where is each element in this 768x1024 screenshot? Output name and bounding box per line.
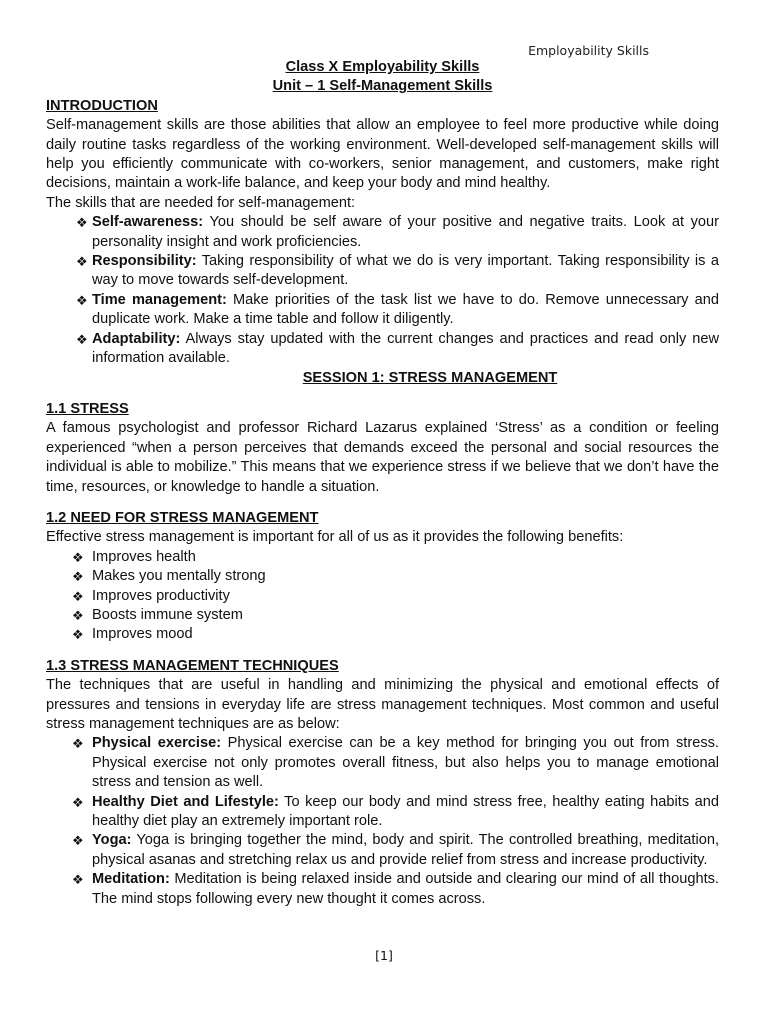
techniques-list: [46, 734, 719, 909]
diamond-bullet-icon: ❖: [76, 215, 88, 231]
intro-paragraph: Self-management skills are those abilities that allow an employee to feel more productive while doing daily routine tasks regardless of the working environment. Well-developed self-management skills will help you efficiently communicate with co-workers, senior management, and customers, make right decisions, maintain a work-life balance, and keep your body and mind healthy.: [46, 117, 719, 192]
document-title: Class X Employability Skills: [285, 59, 480, 75]
section-heading-techniques: 1.3 STRESS MANAGEMENT TECHNIQUES: [46, 657, 339, 674]
intro-heading: INTRODUCTION: [46, 97, 158, 114]
document-body: [46, 58, 719, 909]
skills-list: [46, 213, 719, 368]
list-item: ❖ Adaptability: Always stay updated with the current changes and practices and read only new information available.: [76, 330, 719, 367]
list-item: ❖ Time management: Make priorities of the task list we have to do. Remove unnecessary and duplicate work. Make a time table and follow it diligently.: [76, 291, 719, 328]
list-item: ❖ Yoga: Yoga is bringing together the mind, body and spirit. The controlled breathing, meditation, physical asanas and stretching relax us and provide relief from stress and increase productivity.: [72, 832, 719, 868]
list-item: ❖ Meditation: Meditation is being relaxed inside and outside and clearing our mind of all thoughts. The mind stops following every new thought it comes across.: [72, 871, 719, 907]
session-title: SESSION 1: STRESS MANAGEMENT: [302, 369, 558, 386]
need-lead: Effective stress management is important for all of us as it provides the following benefits:: [46, 529, 624, 546]
intro-lead: The skills that are needed for self-management:: [46, 194, 356, 211]
diamond-bullet-icon: ❖: [76, 292, 88, 308]
list-item: ❖ Improves health: [46, 548, 719, 567]
benefits-list: [46, 548, 719, 645]
list-item: ❖ Improves productivity: [46, 587, 719, 606]
list-item: ❖ Responsibility: Taking responsibility of what we do is very important. Taking responsibility is a way to move towards self-development.: [76, 253, 719, 289]
list-item: ❖ Healthy Diet and Lifestyle: To keep our body and mind stress free, healthy eating habits and healthy diet play an extremely important role.: [72, 793, 719, 830]
section-heading-need: 1.2 NEED FOR STRESS MANAGEMENT: [46, 509, 319, 526]
diamond-bullet-icon: ❖: [72, 588, 84, 604]
page-number: [1]: [375, 948, 393, 963]
section-heading-stress: 1.1 STRESS: [46, 400, 129, 417]
diamond-bullet-icon: ❖: [76, 254, 88, 270]
stress-paragraph: A famous psychologist and professor Richard Lazarus explained ‘Stress’ as a condition or feeling experienced “when a person perceives that demands exceed the personal and social resources the individual is able to mobilize.” This means that we experience stress if we believe that we don’t have the time, resources, or knowledge to handle a situation.: [46, 420, 719, 495]
diamond-bullet-icon: ❖: [72, 549, 84, 565]
techniques-paragraph: The techniques that are useful in handling and minimizing the physical and emotional effects of pressures and tensions in everyday life are stress management techniques. Most common and useful stress management techniques are as below:: [46, 677, 719, 732]
diamond-bullet-icon: ❖: [76, 331, 88, 347]
diamond-bullet-icon: ❖: [72, 627, 84, 643]
diamond-bullet-icon: ❖: [72, 833, 84, 849]
diamond-bullet-icon: ❖: [72, 736, 84, 752]
list-item: ❖ Makes you mentally strong: [46, 567, 719, 586]
diamond-bullet-icon: ❖: [72, 569, 84, 585]
running-header: Employability Skills: [528, 43, 649, 58]
diamond-bullet-icon: ❖: [72, 607, 84, 623]
document-subtitle: Unit – 1 Self-Management Skills: [272, 78, 493, 95]
list-item: ❖ Improves mood: [46, 625, 719, 644]
list-item: ❖ Boosts immune system: [46, 606, 719, 625]
list-item: ❖ Physical exercise: Physical exercise can be a key method for bringing you out from stress. Physical exercise not only promotes overall fitness, but also helps you to manage emotional stress and tension as well.: [72, 735, 719, 791]
list-item: ❖ Self-awareness: You should be self aware of your positive and negative traits. Look at your personality insight and work proficiencies.: [76, 214, 719, 250]
diamond-bullet-icon: ❖: [72, 872, 84, 888]
diamond-bullet-icon: ❖: [72, 794, 84, 810]
